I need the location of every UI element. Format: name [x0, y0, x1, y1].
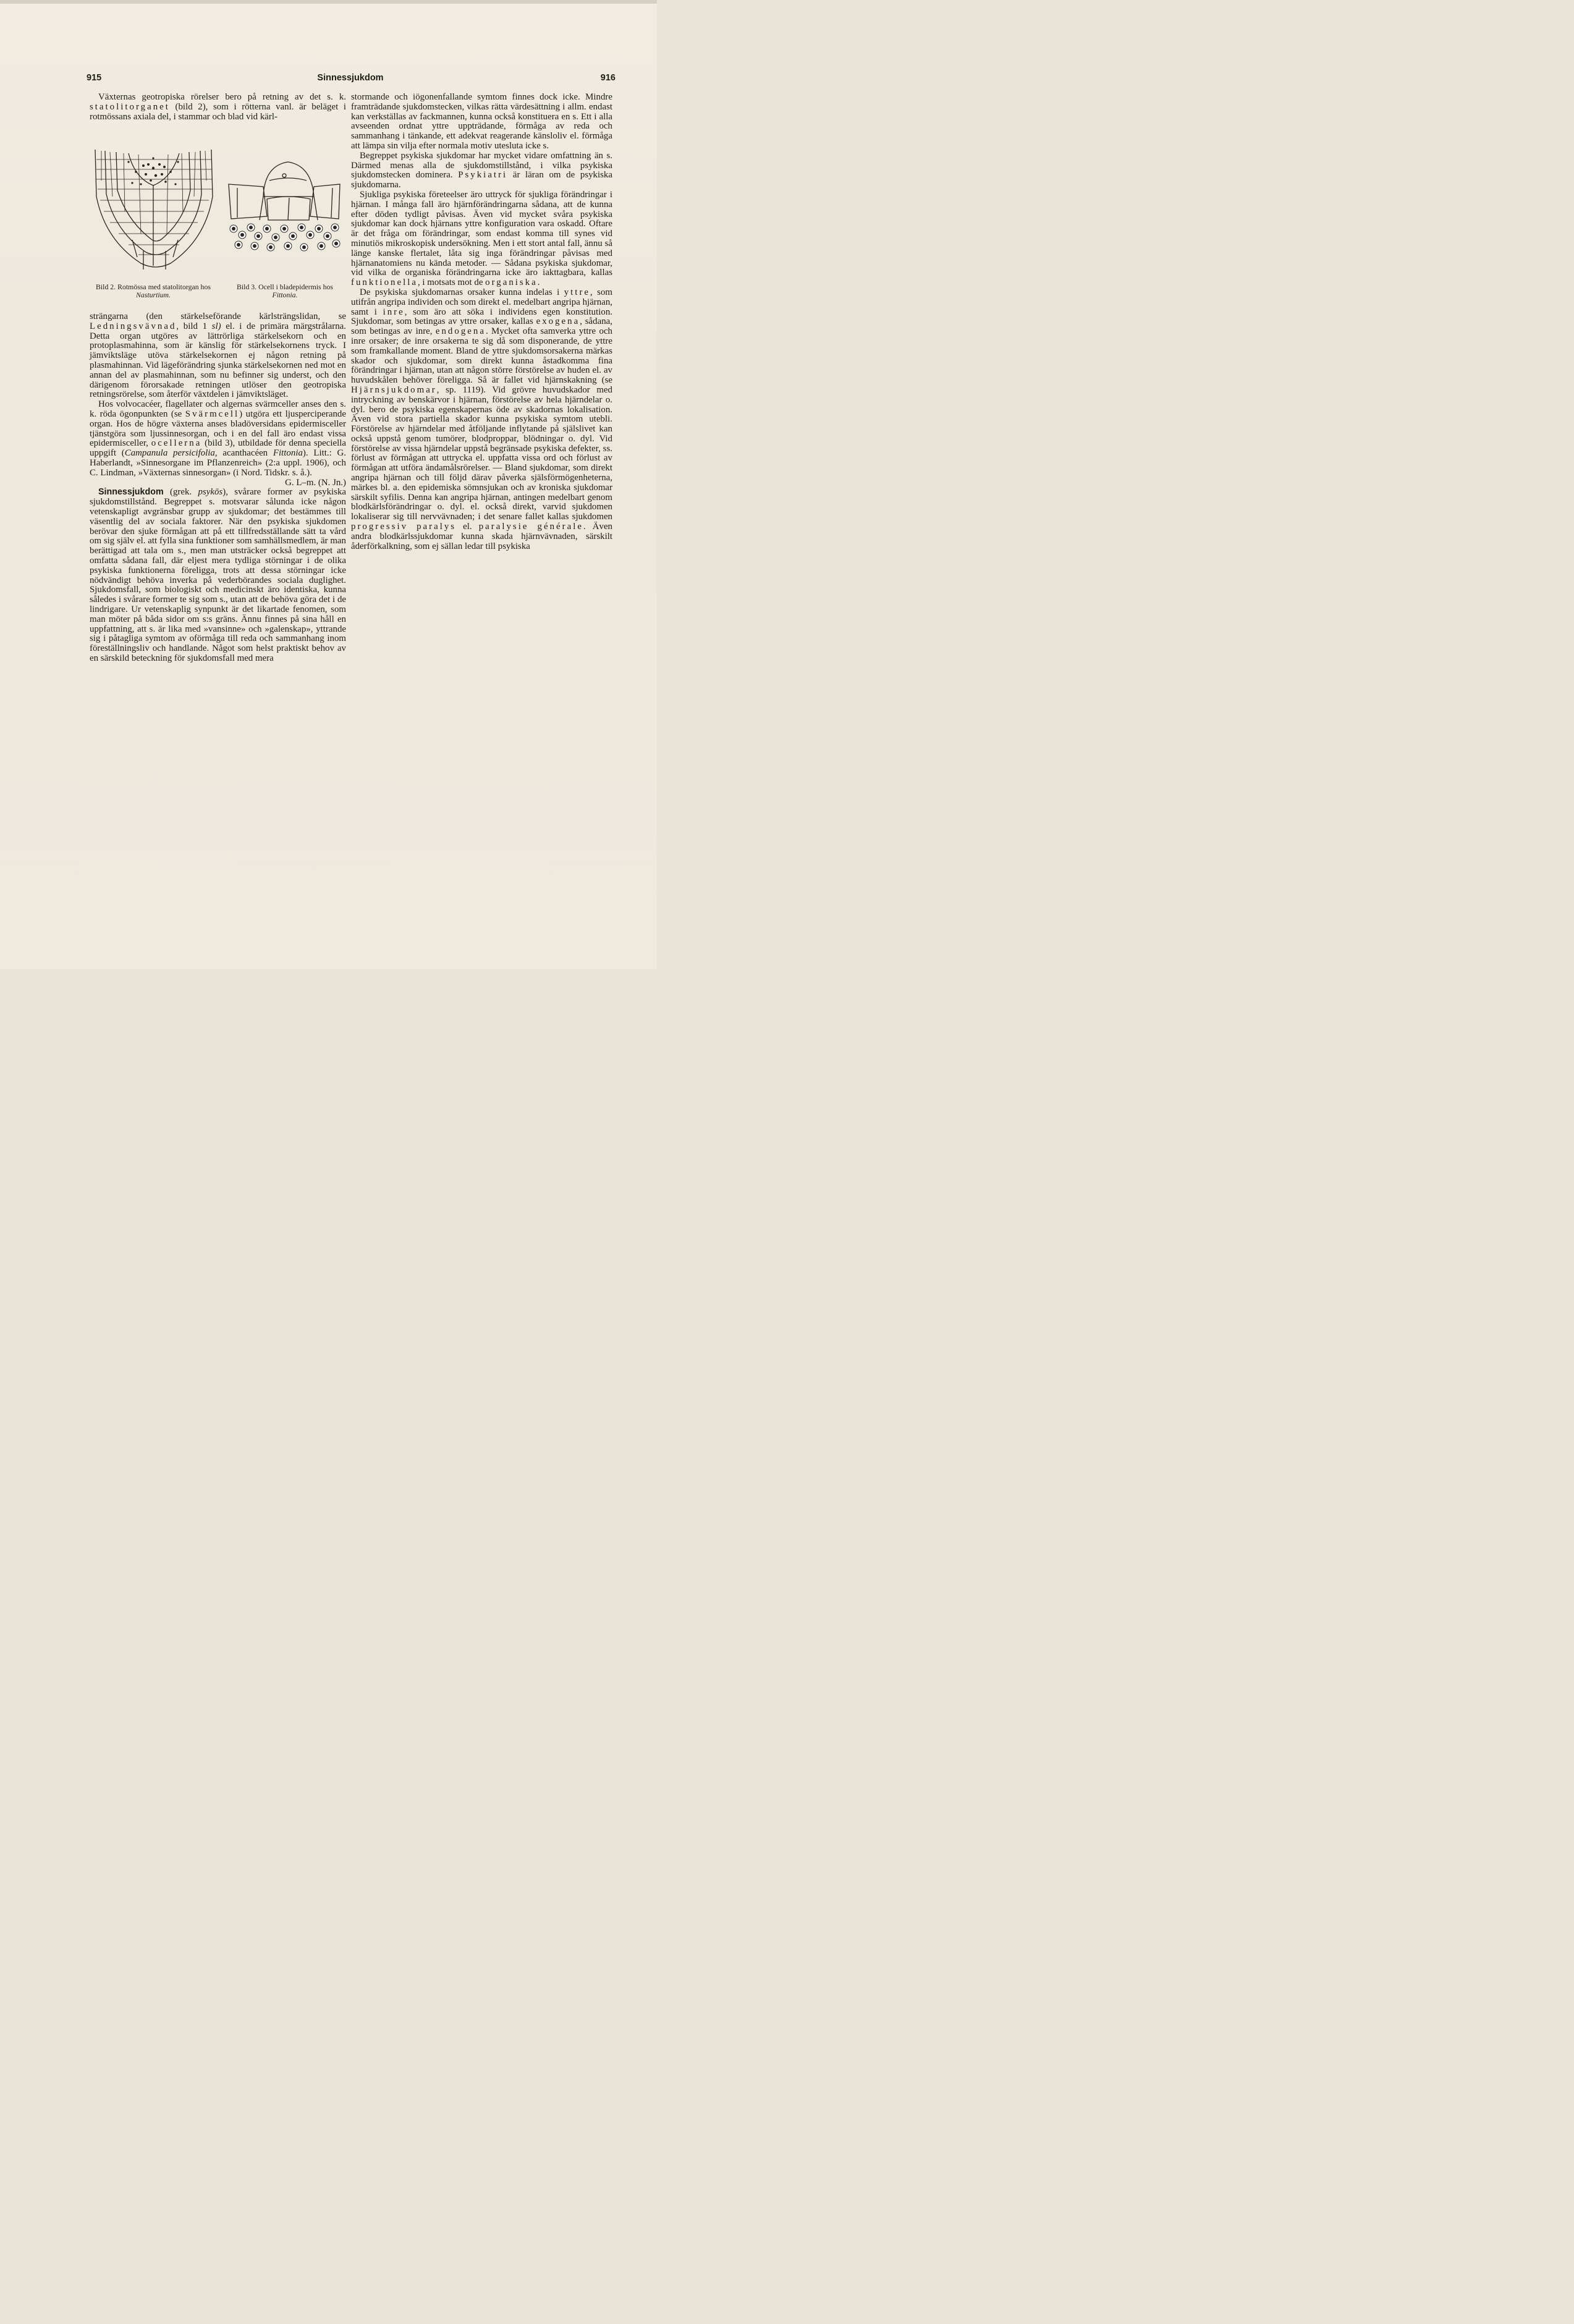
page-sheet: [0, 0, 657, 969]
paragraph: Begreppet psykiska sjukdomar har mycket vidare omfattning än s. Därmed menas alla de sjukdomstillstånd, i vilka psykiska sjukdomstecken dominera. Psykiatri är läran om de psykiska sjukdomarna.: [351, 150, 612, 190]
figure-ocellus-illustration: [226, 159, 342, 256]
paragraph: Sjukliga psykiska företeelser äro uttryck för sjukliga förändringar i hjärnan. I många fall äro hjärnförändringarna sådana, att de kunna efter döden tydligt påvisas. Även vid mycket svåra psykiska sjukdomar kan dock hjärnans yttre konfiguration vara oskadd. Oftare är det fråga om förändringar, som endast komma till synes vid minutiös mikroskopisk undersökning. Men i ett stort antal fall, ännu så länge kanske flertalet, låta sig inga förändringar påvisas med hjärnanatomiens nu kända metoder. — Sådana psykiska sjukdomar, vid vilka de organiska förändringarna icke äro iakttagbara, kallas funktionella, i motsats mot de organiska.: [351, 189, 612, 288]
running-header: [85, 73, 616, 85]
entry-headword: Sinnessjukdom: [98, 487, 164, 498]
right-column: [351, 93, 612, 551]
paragraph: De psykiska sjukdomarnas orsaker kunna indelas i yttre, som utifrån angripa individen och som direkt el. medelbart angripa hjärnan, samt i inre, som äro att söka i individens egen konstitution. Sjukdomar, som betingas av yttre orsaker, kallas exogena, sådana, som betingas av inre, endogena. Mycket ofta samverka yttre och inre orsaker; de inre orsakerna te sig då som disponerande, de yttre som framkallande moment. Bland de yttre sjukdomsorsakerna märkas skador och sjukdomar, som direkt kunna åstadkomma fina förändringar i hjärnan, utan att någon större förstörelse av huden el. av huvudskålen behöver föreligga. Så är fallet vid hjärnskakning (se Hjärnsjukdomar, sp. 1119). Vid grövre huvudskador med intryckning av benskärvor i hjärnan, förstörelse av hela hjärndelar o. dyl. bero de psykiska egenskapernas öde av skadornas lokalisation. Även vid stora partiella skador kunna psykiska symtom utebli. Förstörelse av hjärndelar med åtföljande inflytande på själslivet kan också uppstå genom tumörer, blodproppar, blödningar o. dyl. Vid förstörelse av vissa hjärndelar uppstå begränsade psykiska defekter, ss. förlust av förmågan att uttrycka el. uppfatta vissa ord och förlust av förmågan att utföra ändamålsrörelser. — Bland sjukdomar, som direkt angripa hjärnan och till följd därav påverka själsförmögenheterna, märkes bl. a. den epidemiska sömnsjukan och av kroniska sjukdomar särskilt syfilis. Denna kan angripa hjärnan, antingen medelbart genom blodkärlsförändringar o. dyl. el. också direkt, varvid sjukdomen lokaliserar sig till nervvävnaden; i det senare fallet kallas sjukdomen progressiv paralys el. paralysie générale. Även andra blodkärlssjukdomar kunna skada hjärnvävnaden, särskilt åderförkalkning, som ej sällan ledar till psykiska: [351, 287, 612, 551]
figure-root-cap-illustration: [91, 147, 215, 274]
author-signature: G. L–m. (N. Jn.): [285, 477, 346, 488]
paragraph: Hos volvocacéer, flagellater och algernas svärmceller anses den s. k. röda ögonpunkten (se Svärmcell) utgöra ett ljusperciperande organ. Hos de högre växterna anses bladöversidans epidermisceller tjänstgöra som ljussinnesorgan, och i en del fall äro endast vissa epidermisceller, ocellerna (bild 3), utbildade för denna speciella uppgift (Campanula persicifolia, acanthacéen Fittonia). Litt.: G. Haberlandt, »Sinnesorgane im Pflanzenreich» (2:a uppl. 1906), och C. Lindman, »Växternas sinnesorgan» (i Nord. Tidskr. s. å.).: [90, 399, 346, 478]
figure-3-caption: Bild 3. Ocell i bladepidermis hos Fittonia.: [237, 282, 333, 300]
page-number-right: 916: [600, 73, 616, 83]
left-column-body: [90, 312, 346, 664]
page-edge: [0, 0, 657, 4]
paragraph: strängarna (den stärkelseförande kärlsträngslidan, se Ledningsvävnad, bild 1 sl) el. i de primära märgstrålarna. Detta organ utgöres av lättrörliga stärkelsekorn och en protoplasmahinna, som är känslig för stärkelsekornens tryck. I jämviktsläge utöva stärkelsekornen ej någon retning på plasmahinnan. Vid lägeförändring sjunka stärkelsekornen ned mot en annan del av plasmahinnan, som nu befinner sig underst, och den därigenom förorsakade retningen utlöser den geotropiska retningsrörelse, som återför växtdelen i jämviktsläget.: [90, 312, 346, 400]
page-number-left: 915: [87, 73, 102, 83]
left-column-top: [90, 93, 346, 122]
running-title: Sinnessjukdom: [317, 73, 384, 83]
paragraph: stormande och iögonenfallande symtom finnes dock icke. Mindre framträdande sjukdomstecken, vilkas rätta värdesättning i allm. endast kan verkställas av fackmannen, kunna också konstituera en s. Ett i alla avseenden ordnat yttre uppträdande, förmåga av reda och sammanhang i tänkande, ett adekvat reagerande känsloliv el. förmåga att lämpa sin vilja efter normala motiv utesluta icke s.: [351, 92, 612, 151]
paragraph: Växternas geotropiska rörelser bero på retning av det s. k. statolitorganet (bild 2), som i rötterna vanl. är beläget i rotmössans axiala del, i stammar och blad vid kärl-: [90, 92, 346, 122]
entry-paragraph: Sinnessjukdom (grek. psykōs), svårare former av psykiska sjukdomstillstånd. Begreppet s. motsvarar sålunda icke någon vetenskapligt avgränsbar grupp av sjukdomar; det bestämmes till väsentlig del av sociala faktorer. När den psykiska sjukdomen berövar den sjuke förmågan att på ett tillfredsställande sätt ta vård om sig själv el. att fylla sina funktioner som samhällsmedlem, är man berättigad att tala om s., men man utsträcker också begreppet att omfatta sådana fall, där eljest mera tydliga störningar i de olika psykiska funktionerna föreligga, trots att dessa störningar icke nödvändigt behöva inverka på vederbörandes sociala duglighet. Sjukdomsfall, som biologiskt och medicinskt äro identiska, kunna således i svårare former te sig som s., utan att de behöva göra det i de lindrigare. Ur vetenskaplig synpunkt är det likartade fenomen, som man möter på båda sidor om s:s gräns. Ännu finnes på sina håll en uppfattning, att s. är lika med »vansinne» och »galenskap», yttrande sig i påtagliga symtom av oförmåga till reda och sammanhang inom föreställningsliv och handlande. Något som helst praktiskt behov av en särskild beteckning för sjukdomsfall med mera: [90, 487, 346, 663]
figure-2-caption: Bild 2. Rotmössa med statolitorgan hos Nasturtium.: [96, 282, 211, 300]
